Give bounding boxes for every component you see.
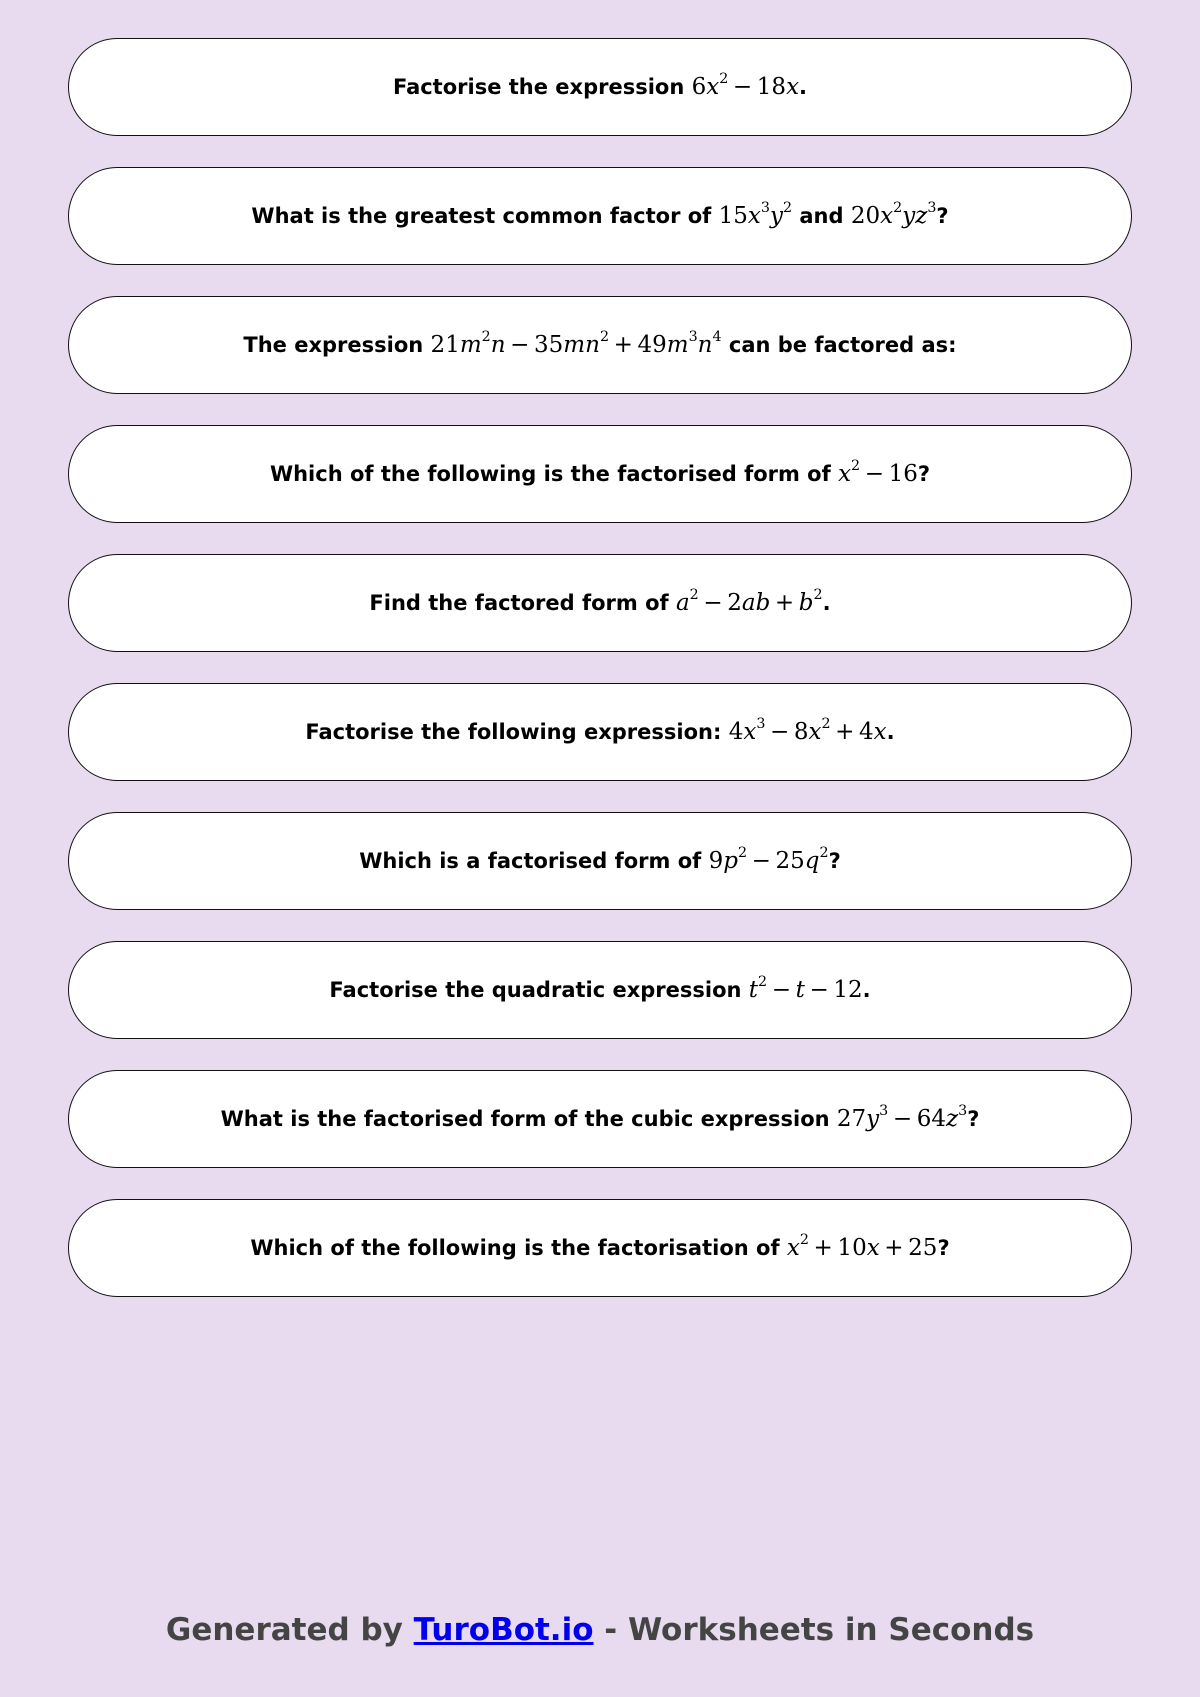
question-text-part: Which of the following is the factorisation of [250, 1236, 787, 1260]
footer-suffix: - Worksheets in Seconds [593, 1612, 1035, 1648]
question-text [369, 587, 831, 616]
question-card [68, 683, 1132, 781]
question-card [68, 1070, 1132, 1168]
question-text [220, 1103, 980, 1132]
question-text [329, 974, 871, 1003]
math-expression: $t^2 - t - 12$ [748, 974, 863, 1003]
turobot-link[interactable]: TuroBot.io [413, 1612, 594, 1648]
math-expression: $x^2 - 16$ [838, 458, 918, 487]
question-text-part: What is the factorised form of the cubic expression [220, 1107, 837, 1131]
footer-prefix: Generated by [165, 1612, 414, 1648]
question-text-part: Factorise the following expression: [305, 720, 729, 744]
question-card [68, 296, 1132, 394]
question-text-part: Which is a factorised form of [359, 849, 709, 873]
question-text-part: and [792, 204, 851, 228]
question-text-part: Find the factored form of [369, 591, 676, 615]
math-expression: $20x^2yz^3$ [850, 200, 937, 229]
math-expression: $a^2 - 2ab + b^2$ [675, 587, 823, 616]
math-expression: $15x^3y^2$ [718, 200, 793, 229]
question-text [359, 845, 841, 874]
question-text-part: ? [967, 1107, 980, 1131]
math-expression: $27y^3 - 64z^3$ [836, 1103, 968, 1132]
question-card [68, 167, 1132, 265]
question-list [68, 38, 1132, 1328]
question-text-part: ? [828, 849, 841, 873]
question-text [243, 329, 957, 358]
math-expression: $9p^2 - 25q^2$ [708, 845, 829, 874]
question-text [305, 716, 895, 745]
question-text-part: . [862, 978, 871, 1002]
question-text-part: . [886, 720, 895, 744]
math-expression: $4x^3 - 8x^2 + 4x$ [728, 716, 887, 745]
question-text-part: ? [917, 462, 931, 486]
question-text-part: can be factored as: [721, 333, 957, 357]
question-text [269, 458, 931, 487]
question-text-part: What is the greatest common factor of [251, 204, 719, 228]
question-text-part: Factorise the expression [392, 75, 692, 99]
math-expression: $21m^2n - 35mn^2 + 49m^3n^4$ [430, 329, 722, 358]
question-text-part: The expression [243, 333, 431, 357]
question-text-part: ? [937, 1236, 950, 1260]
question-card [68, 1199, 1132, 1297]
question-text [392, 71, 808, 100]
question-text [251, 200, 949, 229]
question-text-part: . [799, 75, 808, 99]
question-card [68, 812, 1132, 910]
math-expression: $6x^2 - 18x$ [691, 71, 800, 100]
question-text-part: Which of the following is the factorised form of [269, 462, 839, 486]
question-text [250, 1232, 950, 1261]
footer [0, 1612, 1200, 1648]
question-card [68, 941, 1132, 1039]
math-expression: $x^2 + 10x + 25$ [786, 1232, 938, 1261]
question-text-part: Factorise the quadratic expression [329, 978, 749, 1002]
question-text-part: . [822, 591, 831, 615]
question-card [68, 38, 1132, 136]
question-card [68, 554, 1132, 652]
question-text-part: ? [936, 204, 949, 228]
question-card [68, 425, 1132, 523]
